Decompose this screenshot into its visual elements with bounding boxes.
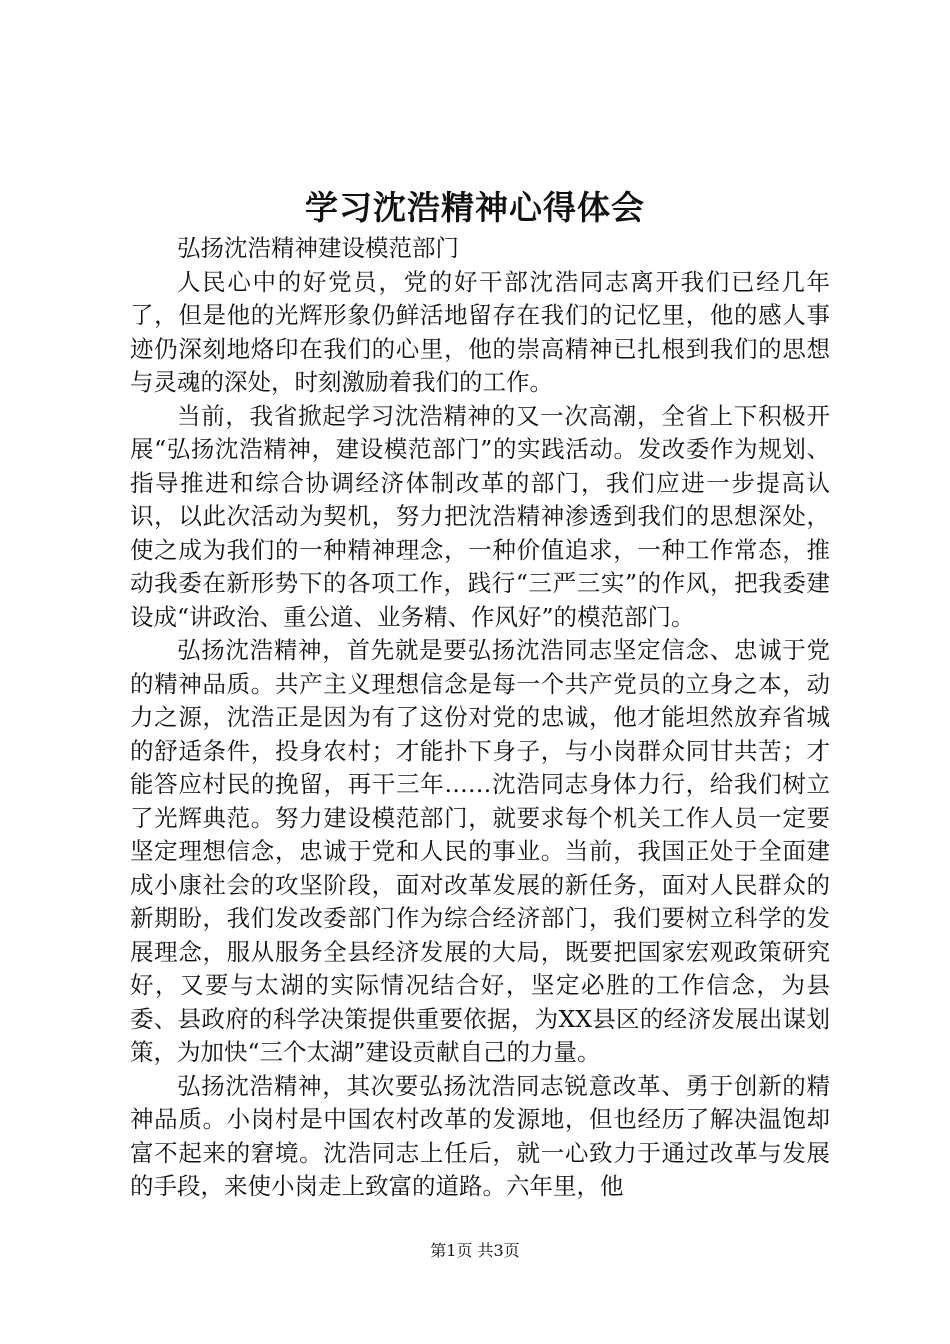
subtitle-paragraph: 弘扬沈浩精神建设模范部门 xyxy=(177,234,459,262)
document-body xyxy=(130,232,830,1204)
body-paragraph: 弘扬沈浩精神，其次要弘扬沈浩同志锐意改革、勇于创新的精神品质。小岗村是中国农村改革的发源地，但也经历了解决温饱却富不起来的窘境。沈浩同志上任后，就一心致力于通过改革与发展的手段，来使小岗走上致富的道路。六年里，他 xyxy=(130,1071,830,1200)
page-number-footer: 第1页 共3页 xyxy=(430,1241,520,1260)
body-paragraph: 当前，我省掀起学习沈浩精神的又一次高潮，全省上下积极开展“弘扬沈浩精神，建设模范部门”的实践活动。发改委作为规划、指导推进和综合协调经济体制改革的部门，我们应进一步提高认识，以此次活动为契机，努力把沈浩精神渗透到我们的思想深处，使之成为我们的一种精神理念，一种价值追求，一种工作常态，推动我委在新形势下的各项工作，践行“三严三实”的作风，把我委建设成“讲政治、重公道、业务精、作风好”的模范部门。 xyxy=(130,401,830,631)
body-paragraph: 弘扬沈浩精神，首先就是要弘扬沈浩同志坚定信念、忠诚于党的精神品质。共产主义理想信念是每一个共产党员的立身之本，动力之源，沈浩正是因为有了这份对党的忠诚，他才能坦然放弃省城的舒适条件，投身农村；才能扑下身子，与小岗群众同甘共苦；才能答应村民的挽留，再干三年……沈浩同志身体力行，给我们树立了光辉典范。努力建设模范部门，就要求每个机关工作人员一定要坚定理想信念，忠诚于党和人民的事业。当前，我国正处于全面建成小康社会的攻坚阶段，面对改革发展的新任务，面对人民群众的新期盼，我们发改委部门作为综合经济部门，我们要树立科学的发展理念，服从服务全县经济发展的大局，既要把国家宏观政策研究好，又要与太湖的实际情况结合好，坚定必胜的工作信念，为县委、县政府的科学决策提供重要依据，为XX县区的经济发展出谋划策，为加快“三个太湖”建设贡献自己的力量。 xyxy=(130,636,830,1066)
body-paragraph: 人民心中的好党员，党的好干部沈浩同志离开我们已经几年了，但是他的光辉形象仍鲜活地留存在我们的记忆里，他的感人事迹仍深刻地烙印在我们的心里，他的崇高精神已扎根到我们的思想与灵魂的深处，时刻激励着我们的工作。 xyxy=(130,267,830,396)
document-title: 学习沈浩精神心得体会 xyxy=(305,188,645,227)
